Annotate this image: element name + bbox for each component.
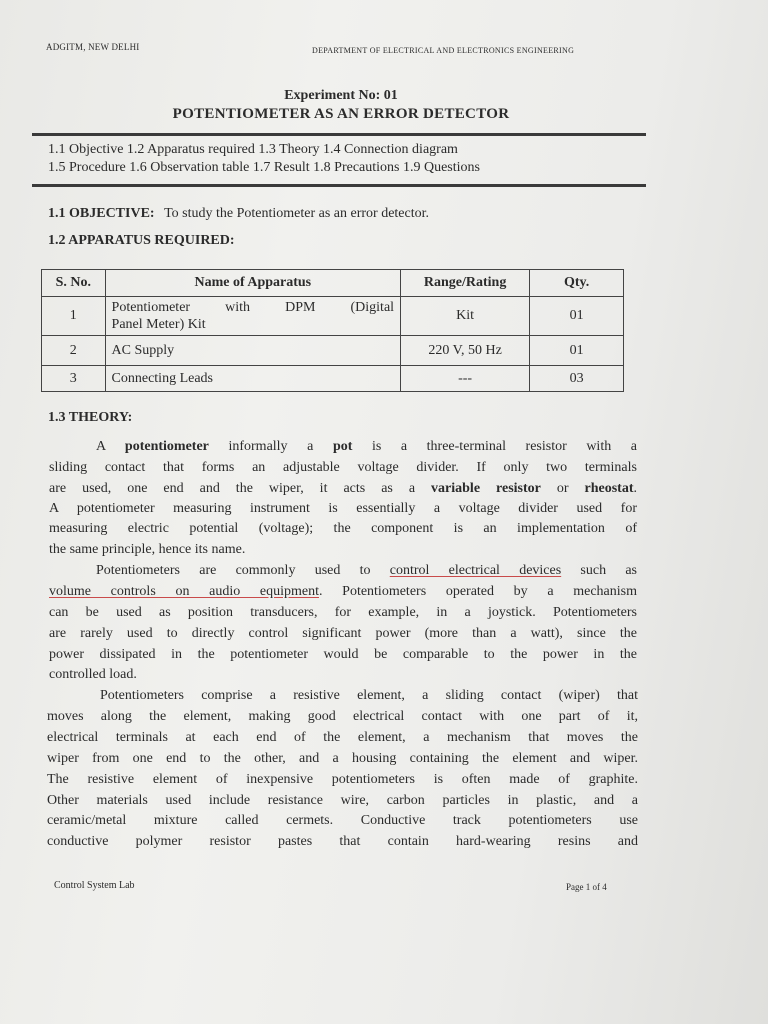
p2-l1-underlined: control electrical devices [389,563,562,578]
experiment-number: Experiment No: 01 [284,88,398,103]
theory-p2-line-6: controlled load. [49,667,137,682]
p1-l3-a: are used, one end and the wiper, it acts as a [49,481,432,496]
p2-l2-c: . Potentiometers operated by a mechanism [318,584,637,599]
theory-p3-line-2: moves along the element, making good electrical contact with one part of it, [47,709,638,724]
col-qty: Qty. [530,270,624,297]
apparatus-heading [48,233,235,249]
row-1-name [105,297,401,336]
apparatus-table [41,269,624,392]
theory-p3-line-7: ceramic/metal mixture called cermets. Conductive track potentiometers use [47,813,638,828]
theory-p2-line-4: are rarely used to directly control significant power (more than a watt), since the [49,626,637,641]
theory-p3-line-6: Other materials used include resistance wire, carbon particles in plastic, and a [47,793,638,808]
p1-l3-c: or [540,481,585,496]
institute-name: ADGITM, NEW DELHI [46,42,140,52]
footer-lab-name: Control System Lab [54,880,135,891]
contents-line-2: 1.5 Procedure 1.6 Observation table 1.7 Result 1.8 Precautions 1.9 Questions [48,160,480,175]
row-1-name-line-1: Potentiometer with DPM (Digital [111,300,395,315]
table-row [42,297,624,336]
p1-l1-e: is a three-terminal resistor with a [352,439,637,454]
theory-p2-line-5: power dissipated in the potentiometer would be comparable to the power in the [49,647,637,662]
theory-p3-line-8: conductive polymer resistor pastes that contain hard-wearing resins and [47,834,638,849]
theory-p3-line-4: wiper from one end to the other, and a housing containing the element and wiper. [47,751,638,766]
theory-p1-line-2: sliding contact that forms an adjustable voltage divider. If only two terminals [49,460,637,475]
p1-l1-c: informally a [208,439,333,454]
row-1-sno: 1 [42,297,106,336]
theory-p1-line-4: A potentiometer measuring instrument is essentially a voltage divider used for [49,501,637,516]
row-3-range: --- [401,366,530,392]
theory-p2-line-2 [49,582,637,602]
col-sno: S. No. [42,270,106,297]
theory-heading: 1.3 THEORY: [48,410,133,425]
col-name: Name of Apparatus [105,270,401,297]
theory-p1-line-3 [49,479,637,499]
theory-p3-line-1: Potentiometers comprise a resistive element, a sliding contact (wiper) that [100,688,638,703]
row-1-range: Kit [401,297,530,336]
apparatus-heading-text: 1.2 APPARATUS REQUIRED: [48,233,235,248]
row-1-qty: 01 [530,297,624,336]
contents-line-1: 1.1 Objective 1.2 Apparatus required 1.3 Theory 1.4 Connection diagram [48,142,458,157]
p1-l3-bold-variable-resistor: variable resistor [431,481,541,496]
row-3-sno: 3 [42,366,106,392]
theory-p2-line-3: can be used as position transducers, for example, in a joystick. Potentiometers [49,605,637,620]
p2-l1-a: Potentiometers are commonly used to [96,563,390,578]
theory-p3-line-3: electrical terminals at each end of the element, a mechanism that moves the [47,730,638,745]
row-2-sno: 2 [42,336,106,366]
objective-section [48,206,429,222]
objective-text: To study the Potentiometer as an error detector. [164,206,430,221]
p1-l1-a: A [96,439,125,454]
theory-p2-line-1 [96,561,637,581]
p2-l2-underlined: volume controls on audio equipment [49,584,319,599]
col-range: Range/Rating [401,270,530,297]
table-header-row [42,270,624,297]
objective-heading: 1.1 OBJECTIVE: [48,206,155,221]
row-3-name: Connecting Leads [105,366,401,392]
department-name: DEPARTMENT OF ELECTRICAL AND ELECTRONICS ENGINEERING [312,46,575,55]
table-row [42,366,624,392]
p1-l1-bold-pot: pot [332,439,353,454]
p2-l1-c: such as [561,563,637,578]
table-row [42,336,624,366]
top-rule [32,133,646,136]
experiment-title: POTENTIOMETER AS AN ERROR DETECTOR [172,106,510,122]
theory-p1-line-5: measuring electric potential (voltage); the component is an implementation of [49,521,637,536]
row-2-qty: 01 [530,336,624,366]
row-1-name-line-2: Panel Meter) Kit [111,317,206,332]
bottom-rule [32,184,646,187]
footer-page-number: Page 1 of 4 [566,882,607,892]
p1-l1-bold-potentiometer: potentiometer [124,439,209,454]
theory-p3-line-5: The resistive element of inexpensive potentiometers is often made of graphite. [47,772,638,787]
p1-l3-bold-rheostat: rheostat [584,481,634,496]
row-2-range: 220 V, 50 Hz [401,336,530,366]
row-2-name: AC Supply [105,336,401,366]
p1-l3-e: . [633,481,637,496]
row-3-qty: 03 [530,366,624,392]
theory-p1-line-6: the same principle, hence its name. [49,542,246,557]
theory-p1-line-1 [96,437,637,457]
